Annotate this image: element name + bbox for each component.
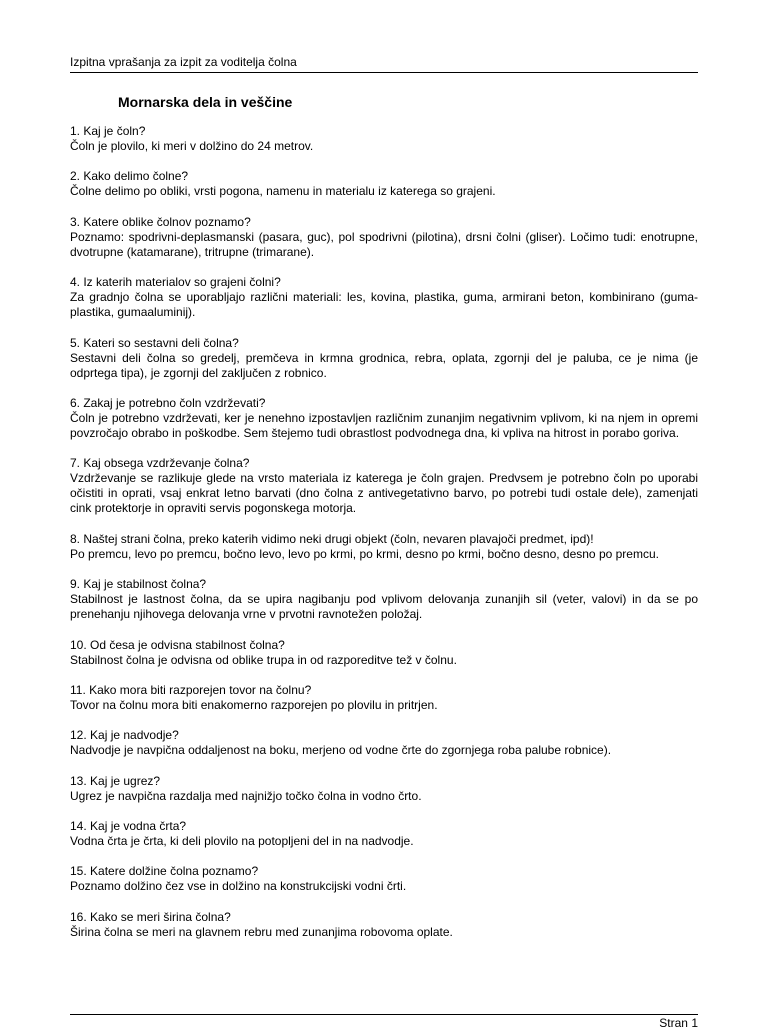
footer-divider bbox=[70, 1014, 698, 1015]
answer-text: Za gradnjo čolna se uporabljajo različni materiali: les, kovina, plastika, guma, armirani beton, kombinirano (guma-plastika, gumaaluminij). bbox=[70, 290, 698, 320]
question-item bbox=[70, 169, 698, 199]
question-item bbox=[70, 910, 698, 940]
question-text: 11. Kako mora biti razporejen tovor na čolnu? bbox=[70, 682, 312, 697]
question-text: 15. Katere dolžine čolna poznamo? bbox=[70, 864, 259, 879]
question-item bbox=[70, 728, 698, 758]
question-item bbox=[70, 532, 698, 562]
running-header: Izpitna vprašanja za izpit za voditelja čolna bbox=[70, 55, 698, 73]
answer-text: Čoln je potrebno vzdrževati, ker je nenehno izpostavljen različnim zunanjim negativnim vplivom, ki na njem in opremi povzročajo obrabo in poškodbe. Sem štejemo tudi obrastlost podvodnega dna, ki vpliva na hitrost in porabo goriva. bbox=[70, 410, 698, 440]
answer-text: Stabilnost čolna je odvisna od oblike trupa in od razporeditve tež v čolnu. bbox=[70, 652, 457, 667]
question-text: 2. Kako delimo čolne? bbox=[70, 169, 189, 184]
answer-text: Čoln je plovilo, ki meri v dolžino do 24 metrov. bbox=[70, 139, 314, 153]
question-item bbox=[70, 683, 698, 713]
question-item bbox=[70, 124, 698, 154]
question-item bbox=[70, 215, 698, 260]
question-item bbox=[70, 864, 698, 894]
question-text: 6. Zakaj je potrebno čoln vzdrževati? bbox=[70, 395, 266, 410]
question-text: 7. Kaj obsega vzdrževanje čolna? bbox=[70, 456, 250, 471]
answer-text: Stabilnost je lastnost čolna, da se upira nagibanju pod vplivom delovanja zunanjih sil (veter, valovi) in da se po prenehanju njihovega delovanja vrne v prvotni ravnotežen položaj. bbox=[70, 592, 698, 622]
question-text: 12. Kaj je nadvodje? bbox=[70, 728, 179, 743]
question-text: 10. Od česa je odvisna stabilnost čolna? bbox=[70, 637, 285, 652]
answer-text: Poznamo: spodrivni-deplasmanski (pasara, guc), pol spodrivni (pilotina), drsni čolni (gliser). Ločimo tudi: enotrupne, dvotrupne (katamarane), tritrupne (trimarane). bbox=[70, 229, 698, 259]
answer-text: Vzdrževanje se razlikuje glede na vrsto materiala iz katerega je čoln grajen. Predvsem je potrebno čoln po uporabi očistiti in oprati, vsaj enkrat letno barvati (dno čolna z antivegetativno barvo, po potrebi tudi ostale dele), zamenjati cink protektorje in opraviti servis pogonskega motorja. bbox=[70, 471, 698, 516]
question-text: 3. Katere oblike čolnov poznamo? bbox=[70, 214, 251, 229]
question-item bbox=[70, 456, 698, 516]
question-item bbox=[70, 275, 698, 320]
answer-text: Tovor na čolnu mora biti enakomerno razporejen po plovilu in pritrjen. bbox=[70, 697, 438, 712]
answer-text: Širina čolna se meri na glavnem rebru med zunanjima robovoma oplate. bbox=[70, 924, 453, 939]
question-text: 13. Kaj je ugrez? bbox=[70, 773, 161, 788]
answer-text: Ugrez je navpična razdalja med najnižjo točko čolna in vodno črto. bbox=[70, 788, 422, 803]
answer-text: Sestavni deli čolna so gredelj, premčeva in krmna grodnica, rebra, oplata, zgornji del je paluba, ce je nima (je odprtega tipa), je zgornji del zaključen z robnico. bbox=[70, 350, 698, 380]
question-item bbox=[70, 396, 698, 441]
answer-text: Po premcu, levo po premcu, bočno levo, levo po krmi, po krmi, desno po krmi, bočno desno, desno po premcu. bbox=[70, 546, 659, 561]
answer-text: Vodna črta je črta, ki deli plovilo na potopljeni del in na nadvodje. bbox=[70, 834, 414, 849]
question-text: 16. Kako se meri širina čolna? bbox=[70, 909, 231, 924]
answer-text: Čolne delimo po obliki, vrsti pogona, namenu in materialu iz katerega so grajeni. bbox=[70, 184, 496, 199]
question-item bbox=[70, 819, 698, 849]
question-item bbox=[70, 577, 698, 622]
answer-text: Nadvodje je navpična oddaljenost na boku, merjeno od vodne črte do zgornjega roba palube robnice). bbox=[70, 743, 612, 758]
answer-text: Poznamo dolžino čez vse in dolžino na konstrukcijski vodni črti. bbox=[70, 879, 407, 894]
question-list bbox=[70, 124, 698, 955]
question-item bbox=[70, 774, 698, 804]
question-text: 5. Kateri so sestavni deli čolna? bbox=[70, 335, 239, 350]
question-item bbox=[70, 638, 698, 668]
question-text: 1. Kaj je čoln? bbox=[70, 124, 146, 138]
page-number: Stran 1 bbox=[659, 1016, 698, 1030]
question-text: 4. Iz katerih materialov so grajeni čolni? bbox=[70, 275, 281, 290]
question-item bbox=[70, 336, 698, 381]
question-text: 14. Kaj je vodna črta? bbox=[70, 819, 187, 834]
document-title: Mornarska dela in veščine bbox=[118, 94, 293, 110]
question-text: 8. Naštej strani čolna, preko katerih vidimo neki drugi objekt (čoln, nevaren plavajoči predmet, ipd)! bbox=[70, 531, 594, 546]
question-text: 9. Kaj je stabilnost čolna? bbox=[70, 577, 207, 592]
